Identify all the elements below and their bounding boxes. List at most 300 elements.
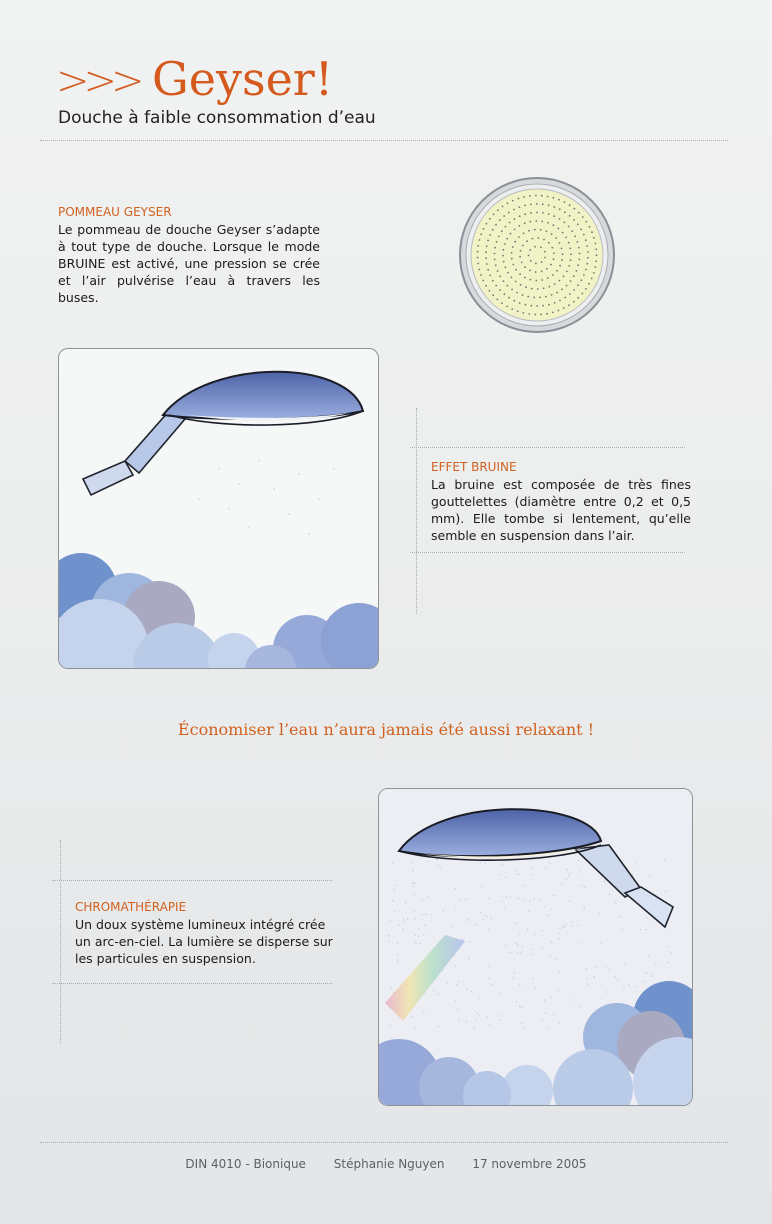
bruine-heading: EFFET BRUINE bbox=[431, 460, 517, 474]
mist-dot bbox=[625, 963, 626, 964]
mist-dot bbox=[666, 891, 667, 892]
nozzle-dot bbox=[534, 314, 536, 316]
mist-dot bbox=[573, 999, 574, 1000]
nozzle-dot bbox=[530, 305, 532, 307]
nozzle-dot bbox=[536, 203, 538, 205]
mist-dot bbox=[418, 935, 419, 936]
mist-dot bbox=[519, 1005, 520, 1006]
nozzle-dot bbox=[510, 233, 512, 235]
nozzle-dot bbox=[585, 288, 587, 290]
mist-dot bbox=[447, 982, 448, 983]
nozzle-dot bbox=[519, 215, 521, 217]
mist-dot bbox=[423, 934, 424, 935]
nozzle-dot bbox=[530, 260, 532, 262]
mist-dot bbox=[563, 927, 564, 928]
nozzle-dot bbox=[519, 225, 521, 227]
nozzle-dot bbox=[489, 234, 491, 236]
nozzle-dot bbox=[566, 285, 568, 287]
nozzle-dot bbox=[586, 245, 588, 247]
nozzle-dot bbox=[489, 275, 491, 277]
nozzle-dot bbox=[522, 245, 524, 247]
mist-dot bbox=[414, 1027, 415, 1028]
nozzle-dot bbox=[548, 286, 550, 288]
mist-dot bbox=[465, 899, 466, 900]
nozzle-dot bbox=[550, 264, 552, 266]
nozzle-dot bbox=[506, 306, 508, 308]
nozzle-dot bbox=[479, 239, 481, 241]
mist-dot bbox=[645, 929, 646, 930]
nozzle-dot bbox=[537, 288, 539, 290]
mist-dot bbox=[514, 972, 515, 973]
nozzle-dot bbox=[537, 237, 539, 239]
mist-dot bbox=[492, 984, 493, 985]
nozzle-dot bbox=[568, 226, 570, 228]
nozzle-dot bbox=[540, 229, 542, 231]
mist-dot bbox=[578, 860, 579, 861]
nozzle-dot bbox=[561, 248, 563, 250]
nozzle-dot bbox=[569, 293, 571, 295]
mist-dot bbox=[549, 862, 550, 863]
nozzle-dot bbox=[556, 270, 558, 272]
nozzle-dot bbox=[547, 277, 549, 279]
mist-dot bbox=[468, 958, 469, 959]
nozzle-dot bbox=[511, 308, 513, 310]
nozzle-dot bbox=[513, 300, 515, 302]
mist-dot bbox=[466, 1021, 467, 1022]
mist-dot bbox=[479, 997, 480, 998]
mist-dot bbox=[402, 928, 403, 929]
mist-dot bbox=[467, 989, 468, 990]
mist-dot bbox=[554, 1014, 555, 1015]
mist-dot bbox=[392, 862, 393, 863]
nozzle-dot bbox=[520, 250, 522, 252]
mist-dot bbox=[407, 919, 408, 920]
mist-dot bbox=[437, 865, 438, 866]
page-title: Geyser! bbox=[152, 52, 334, 106]
mist-dot bbox=[458, 981, 459, 982]
mist-dot bbox=[485, 915, 486, 916]
nozzle-dot bbox=[480, 233, 482, 235]
mist-dot bbox=[458, 1009, 459, 1010]
footer-date: 17 novembre 2005 bbox=[472, 1157, 587, 1171]
nozzle-dot bbox=[573, 289, 575, 291]
mist-dot bbox=[482, 919, 483, 920]
nozzle-dot bbox=[478, 269, 480, 271]
mist-dot bbox=[569, 901, 570, 902]
mist-dot bbox=[521, 1023, 522, 1024]
nozzle-dot bbox=[480, 274, 482, 276]
mist-dot bbox=[425, 993, 426, 994]
mist-dot bbox=[535, 987, 536, 988]
nozzle-dot bbox=[559, 300, 561, 302]
mist-dot bbox=[619, 916, 620, 917]
showerhead-bruine-icon bbox=[59, 349, 378, 668]
nozzle-dot bbox=[515, 269, 517, 271]
nozzle-dot bbox=[543, 239, 545, 241]
mist-dot bbox=[621, 928, 622, 929]
mist-dot bbox=[424, 914, 425, 915]
mist-dot bbox=[559, 928, 560, 929]
mist-dot bbox=[474, 1028, 475, 1029]
mist-dot bbox=[609, 894, 610, 895]
nozzle-dot bbox=[559, 280, 561, 282]
nozzle-dot bbox=[529, 195, 531, 197]
mist-dot bbox=[501, 901, 502, 902]
nozzle-dot bbox=[493, 213, 495, 215]
nozzle-dot bbox=[596, 254, 598, 256]
nozzle-dot bbox=[574, 208, 576, 210]
nozzle-dot bbox=[532, 238, 534, 240]
nozzle-dot bbox=[546, 313, 548, 315]
mist-dot bbox=[519, 874, 520, 875]
nozzle-dot bbox=[543, 287, 545, 289]
mist-dot bbox=[479, 1015, 480, 1016]
nozzle-dot bbox=[541, 261, 543, 263]
mist-dot bbox=[390, 920, 391, 921]
nozzle-dot bbox=[553, 252, 555, 254]
mist-dot bbox=[438, 994, 439, 995]
mist-dot bbox=[428, 896, 429, 897]
mist-dot bbox=[414, 882, 415, 883]
nozzle-dot bbox=[497, 270, 499, 272]
nozzle-dot bbox=[577, 224, 579, 226]
mist-dot bbox=[667, 962, 668, 963]
nozzle-dot bbox=[585, 221, 587, 223]
nozzle-dot bbox=[544, 257, 546, 259]
chroma-guide-top bbox=[52, 880, 332, 881]
nozzle-dot bbox=[503, 261, 505, 263]
nozzle-dot bbox=[519, 302, 521, 304]
mist-dot bbox=[553, 895, 554, 896]
nozzle-dot bbox=[523, 232, 525, 234]
mist-dot bbox=[608, 969, 609, 970]
bruine-guide-bottom bbox=[410, 552, 685, 553]
footer bbox=[0, 1157, 772, 1171]
nozzle-dot bbox=[524, 222, 526, 224]
nozzle-dot bbox=[585, 269, 587, 271]
mist-dot bbox=[488, 978, 489, 979]
nozzle-dot bbox=[542, 203, 544, 205]
nozzle-dot bbox=[553, 215, 555, 217]
mist-dot bbox=[529, 901, 530, 902]
nozzle-dot bbox=[544, 251, 546, 253]
nozzle-dot bbox=[483, 228, 485, 230]
nozzle-dot bbox=[495, 224, 497, 226]
nozzle-dot bbox=[501, 302, 503, 304]
bruine-guide-top bbox=[410, 447, 685, 448]
nozzle-dot bbox=[595, 243, 597, 245]
mist-dot bbox=[455, 1000, 456, 1001]
nozzle-dot bbox=[559, 265, 561, 267]
nozzle-dot bbox=[554, 283, 556, 285]
title-arrows: >>> bbox=[56, 58, 139, 104]
mist-dot bbox=[500, 993, 501, 994]
mist-dot bbox=[442, 910, 443, 911]
nozzle-dot bbox=[586, 263, 588, 265]
nozzle-dot bbox=[554, 302, 556, 304]
mist-dot bbox=[640, 929, 641, 930]
mist-dot bbox=[567, 932, 568, 933]
nozzle-dot bbox=[503, 280, 505, 282]
nozzle-dot bbox=[535, 263, 537, 265]
nozzle-dot bbox=[507, 272, 509, 274]
nozzle-dot bbox=[583, 234, 585, 236]
nozzle-dot bbox=[580, 228, 582, 230]
mist-dot bbox=[523, 901, 524, 902]
mist-dot bbox=[539, 899, 540, 900]
nozzle-dot bbox=[492, 294, 494, 296]
nozzle-dot bbox=[577, 297, 579, 299]
mist-dot bbox=[533, 978, 534, 979]
nozzle-dot bbox=[546, 268, 548, 270]
nozzle-dot bbox=[551, 294, 553, 296]
nozzle-dot bbox=[562, 232, 564, 234]
nozzle-dot bbox=[588, 283, 590, 285]
header-divider bbox=[40, 140, 728, 141]
mist-dot bbox=[623, 986, 624, 987]
nozzle-dot bbox=[593, 272, 595, 274]
nozzle-dot bbox=[574, 235, 576, 237]
nozzle-dot bbox=[569, 204, 571, 206]
mist-dot bbox=[521, 952, 522, 953]
mist-dot bbox=[541, 948, 542, 949]
mist-dot bbox=[628, 985, 629, 986]
mist-dot bbox=[418, 928, 419, 929]
nozzle-dot bbox=[521, 262, 523, 264]
mist-dot bbox=[426, 914, 427, 915]
nozzle-dot bbox=[518, 198, 520, 200]
nozzle-dot bbox=[578, 212, 580, 214]
nozzle-dot bbox=[595, 249, 597, 251]
nozzle-dot bbox=[514, 218, 516, 220]
mist-dot bbox=[455, 888, 456, 889]
nozzle-dot bbox=[561, 289, 563, 291]
mist-dot bbox=[531, 874, 532, 875]
nozzle-dot bbox=[558, 199, 560, 201]
nozzle-dot bbox=[540, 247, 542, 249]
nozzle-dot bbox=[507, 285, 509, 287]
nozzle-dot bbox=[492, 280, 494, 282]
mist-dot bbox=[460, 900, 461, 901]
nozzle-dot bbox=[577, 241, 579, 243]
nozzle-dot bbox=[563, 275, 565, 277]
mist-dot bbox=[558, 971, 559, 972]
nozzle-dot bbox=[536, 305, 538, 307]
nozzle-dot bbox=[534, 246, 536, 248]
mist-dot bbox=[405, 902, 406, 903]
mist-dot bbox=[632, 874, 633, 875]
nozzle-dot bbox=[548, 204, 550, 206]
mist-dot bbox=[593, 976, 594, 977]
nozzle-dot bbox=[536, 212, 538, 214]
nozzle-dot bbox=[570, 253, 572, 255]
mist-dot bbox=[516, 871, 517, 872]
nozzle-dot bbox=[548, 304, 550, 306]
mist-dot bbox=[584, 909, 585, 910]
nozzle-dot bbox=[552, 312, 554, 314]
mist-dot bbox=[414, 918, 415, 919]
nozzle-dot bbox=[565, 237, 567, 239]
mist-dot bbox=[489, 1025, 490, 1026]
mist-dot bbox=[615, 902, 616, 903]
mist-dot bbox=[388, 941, 389, 942]
nozzle-dot bbox=[542, 305, 544, 307]
nozzle-dot bbox=[525, 286, 527, 288]
nozzle-dot bbox=[547, 196, 549, 198]
mist-dot bbox=[527, 929, 528, 930]
mist-dot bbox=[572, 926, 573, 927]
mist-dot bbox=[481, 885, 482, 886]
mist-dot bbox=[403, 918, 404, 919]
nozzle-dot bbox=[492, 229, 494, 231]
nozzle-dot bbox=[568, 242, 570, 244]
mist-dot bbox=[413, 886, 414, 887]
mist-dot bbox=[587, 984, 588, 985]
nozzle-dot bbox=[563, 222, 565, 224]
nozzle-dot bbox=[559, 208, 561, 210]
mist-dot bbox=[469, 941, 470, 942]
mist-dot bbox=[525, 898, 526, 899]
nozzle-dot bbox=[582, 216, 584, 218]
mist-dot bbox=[389, 1025, 390, 1026]
nozzle-dot bbox=[499, 219, 501, 221]
mist-dot bbox=[476, 924, 477, 925]
chroma-illustration bbox=[378, 788, 693, 1106]
nozzle-dot bbox=[508, 212, 510, 214]
mist-dot bbox=[415, 942, 416, 943]
nozzle-dot bbox=[551, 233, 553, 235]
nozzle-dot bbox=[553, 258, 555, 260]
nozzle-dot bbox=[577, 264, 579, 266]
nozzle-dot bbox=[482, 280, 484, 282]
mist-dot bbox=[456, 984, 457, 985]
nozzle-dot bbox=[569, 215, 571, 217]
mist-dot bbox=[568, 875, 569, 876]
nozzle-dot bbox=[477, 251, 479, 253]
nozzle-dot bbox=[533, 297, 535, 299]
mist-dot bbox=[635, 863, 636, 864]
mist-dot bbox=[505, 945, 506, 946]
nozzle-dot bbox=[555, 237, 557, 239]
nozzle-dot bbox=[573, 275, 575, 277]
mist-dot bbox=[510, 952, 511, 953]
pommeau-text: Le pommeau de douche Geyser s’adapte à tout type de douche. Lorsque le mode BRUINE est activé, une pression se crée et l’air pulvérise l’eau à travers les buses. bbox=[58, 222, 320, 305]
mist-dot bbox=[523, 885, 524, 886]
nozzle-dot bbox=[513, 209, 515, 211]
nozzle-dot bbox=[559, 218, 561, 220]
nozzle-dot bbox=[573, 301, 575, 303]
nozzle-dot bbox=[547, 222, 549, 224]
mist-dot bbox=[397, 943, 398, 944]
nozzle-dot bbox=[499, 289, 501, 291]
nozzle-dot bbox=[508, 297, 510, 299]
mist-dot bbox=[618, 979, 619, 980]
mist-dot bbox=[412, 883, 413, 884]
bruine-guide-vertical bbox=[416, 408, 417, 614]
mist-dot bbox=[427, 861, 428, 862]
mist-dot bbox=[451, 925, 452, 926]
mist-dot bbox=[551, 909, 552, 910]
mist-dot bbox=[533, 898, 534, 899]
nozzle-dot bbox=[589, 226, 591, 228]
nozzle-dot bbox=[506, 238, 508, 240]
mist-dot bbox=[579, 885, 580, 886]
mist-dot bbox=[458, 1020, 459, 1021]
bruine-illustration bbox=[58, 348, 379, 669]
mist-dot bbox=[488, 966, 489, 967]
mist-dot bbox=[585, 887, 586, 888]
nozzle-dot bbox=[576, 270, 578, 272]
mist-dot bbox=[634, 986, 635, 987]
mist-dot bbox=[392, 900, 393, 901]
mist-dot bbox=[499, 874, 500, 875]
nozzle-dot bbox=[477, 245, 479, 247]
mist-dot bbox=[399, 924, 400, 925]
mist-dot bbox=[524, 1027, 525, 1028]
nozzle-dot bbox=[529, 249, 531, 251]
mist-dot bbox=[559, 1022, 560, 1023]
mist-dot bbox=[655, 964, 656, 965]
mist-dot bbox=[651, 974, 652, 975]
nozzle-dot bbox=[514, 241, 516, 243]
mist-dot bbox=[517, 952, 518, 953]
bruine-text: La bruine est composée de très fines gouttelettes (diamètre entre 0,2 et 0,5 mm). Elle tombe si lentement, qu’elle semble en suspension dans l’air. bbox=[431, 477, 691, 543]
showerhead-rainbow-icon bbox=[379, 789, 692, 1105]
nozzle-dot bbox=[534, 229, 536, 231]
nozzle-dot bbox=[494, 253, 496, 255]
nozzle-dot bbox=[489, 218, 491, 220]
mist-dot bbox=[516, 922, 517, 923]
mist-dot bbox=[670, 953, 671, 954]
mist-dot bbox=[605, 967, 606, 968]
mist-dot bbox=[515, 943, 516, 944]
nozzle-dot bbox=[501, 230, 503, 232]
nozzle-dot bbox=[511, 289, 513, 291]
mist-dot bbox=[579, 871, 580, 872]
nozzle-dot bbox=[546, 230, 548, 232]
chroma-guide-vertical bbox=[60, 840, 61, 1044]
nozzle-dot bbox=[582, 293, 584, 295]
nozzle-dot bbox=[591, 231, 593, 233]
mist-dot bbox=[421, 914, 422, 915]
mist-dot bbox=[544, 906, 545, 907]
nozzle-dot bbox=[548, 242, 550, 244]
nozzle-dot bbox=[561, 259, 563, 261]
nozzle-dot bbox=[539, 297, 541, 299]
mist-dot bbox=[455, 965, 456, 966]
nozzle-dot bbox=[569, 248, 571, 250]
nozzle-dot bbox=[524, 266, 526, 268]
mist-dot bbox=[518, 898, 519, 899]
nozzle-dot bbox=[579, 253, 581, 255]
nozzle-dot bbox=[512, 246, 514, 248]
nozzle-dot bbox=[523, 196, 525, 198]
mist-dot bbox=[510, 897, 511, 898]
nozzle-dot bbox=[528, 230, 530, 232]
mist-dot bbox=[388, 935, 389, 936]
mist-dot bbox=[546, 1027, 547, 1028]
nozzle-dot bbox=[494, 259, 496, 261]
mist-dot bbox=[544, 1000, 545, 1001]
mist-dot bbox=[391, 987, 392, 988]
mist-dot bbox=[541, 1019, 542, 1020]
nozzle-dot bbox=[528, 313, 530, 315]
mist-dot bbox=[488, 929, 489, 930]
mist-dot bbox=[522, 1006, 523, 1007]
mist-dot bbox=[439, 867, 440, 868]
nozzle-dot bbox=[568, 304, 570, 306]
mist-dot bbox=[412, 862, 413, 863]
